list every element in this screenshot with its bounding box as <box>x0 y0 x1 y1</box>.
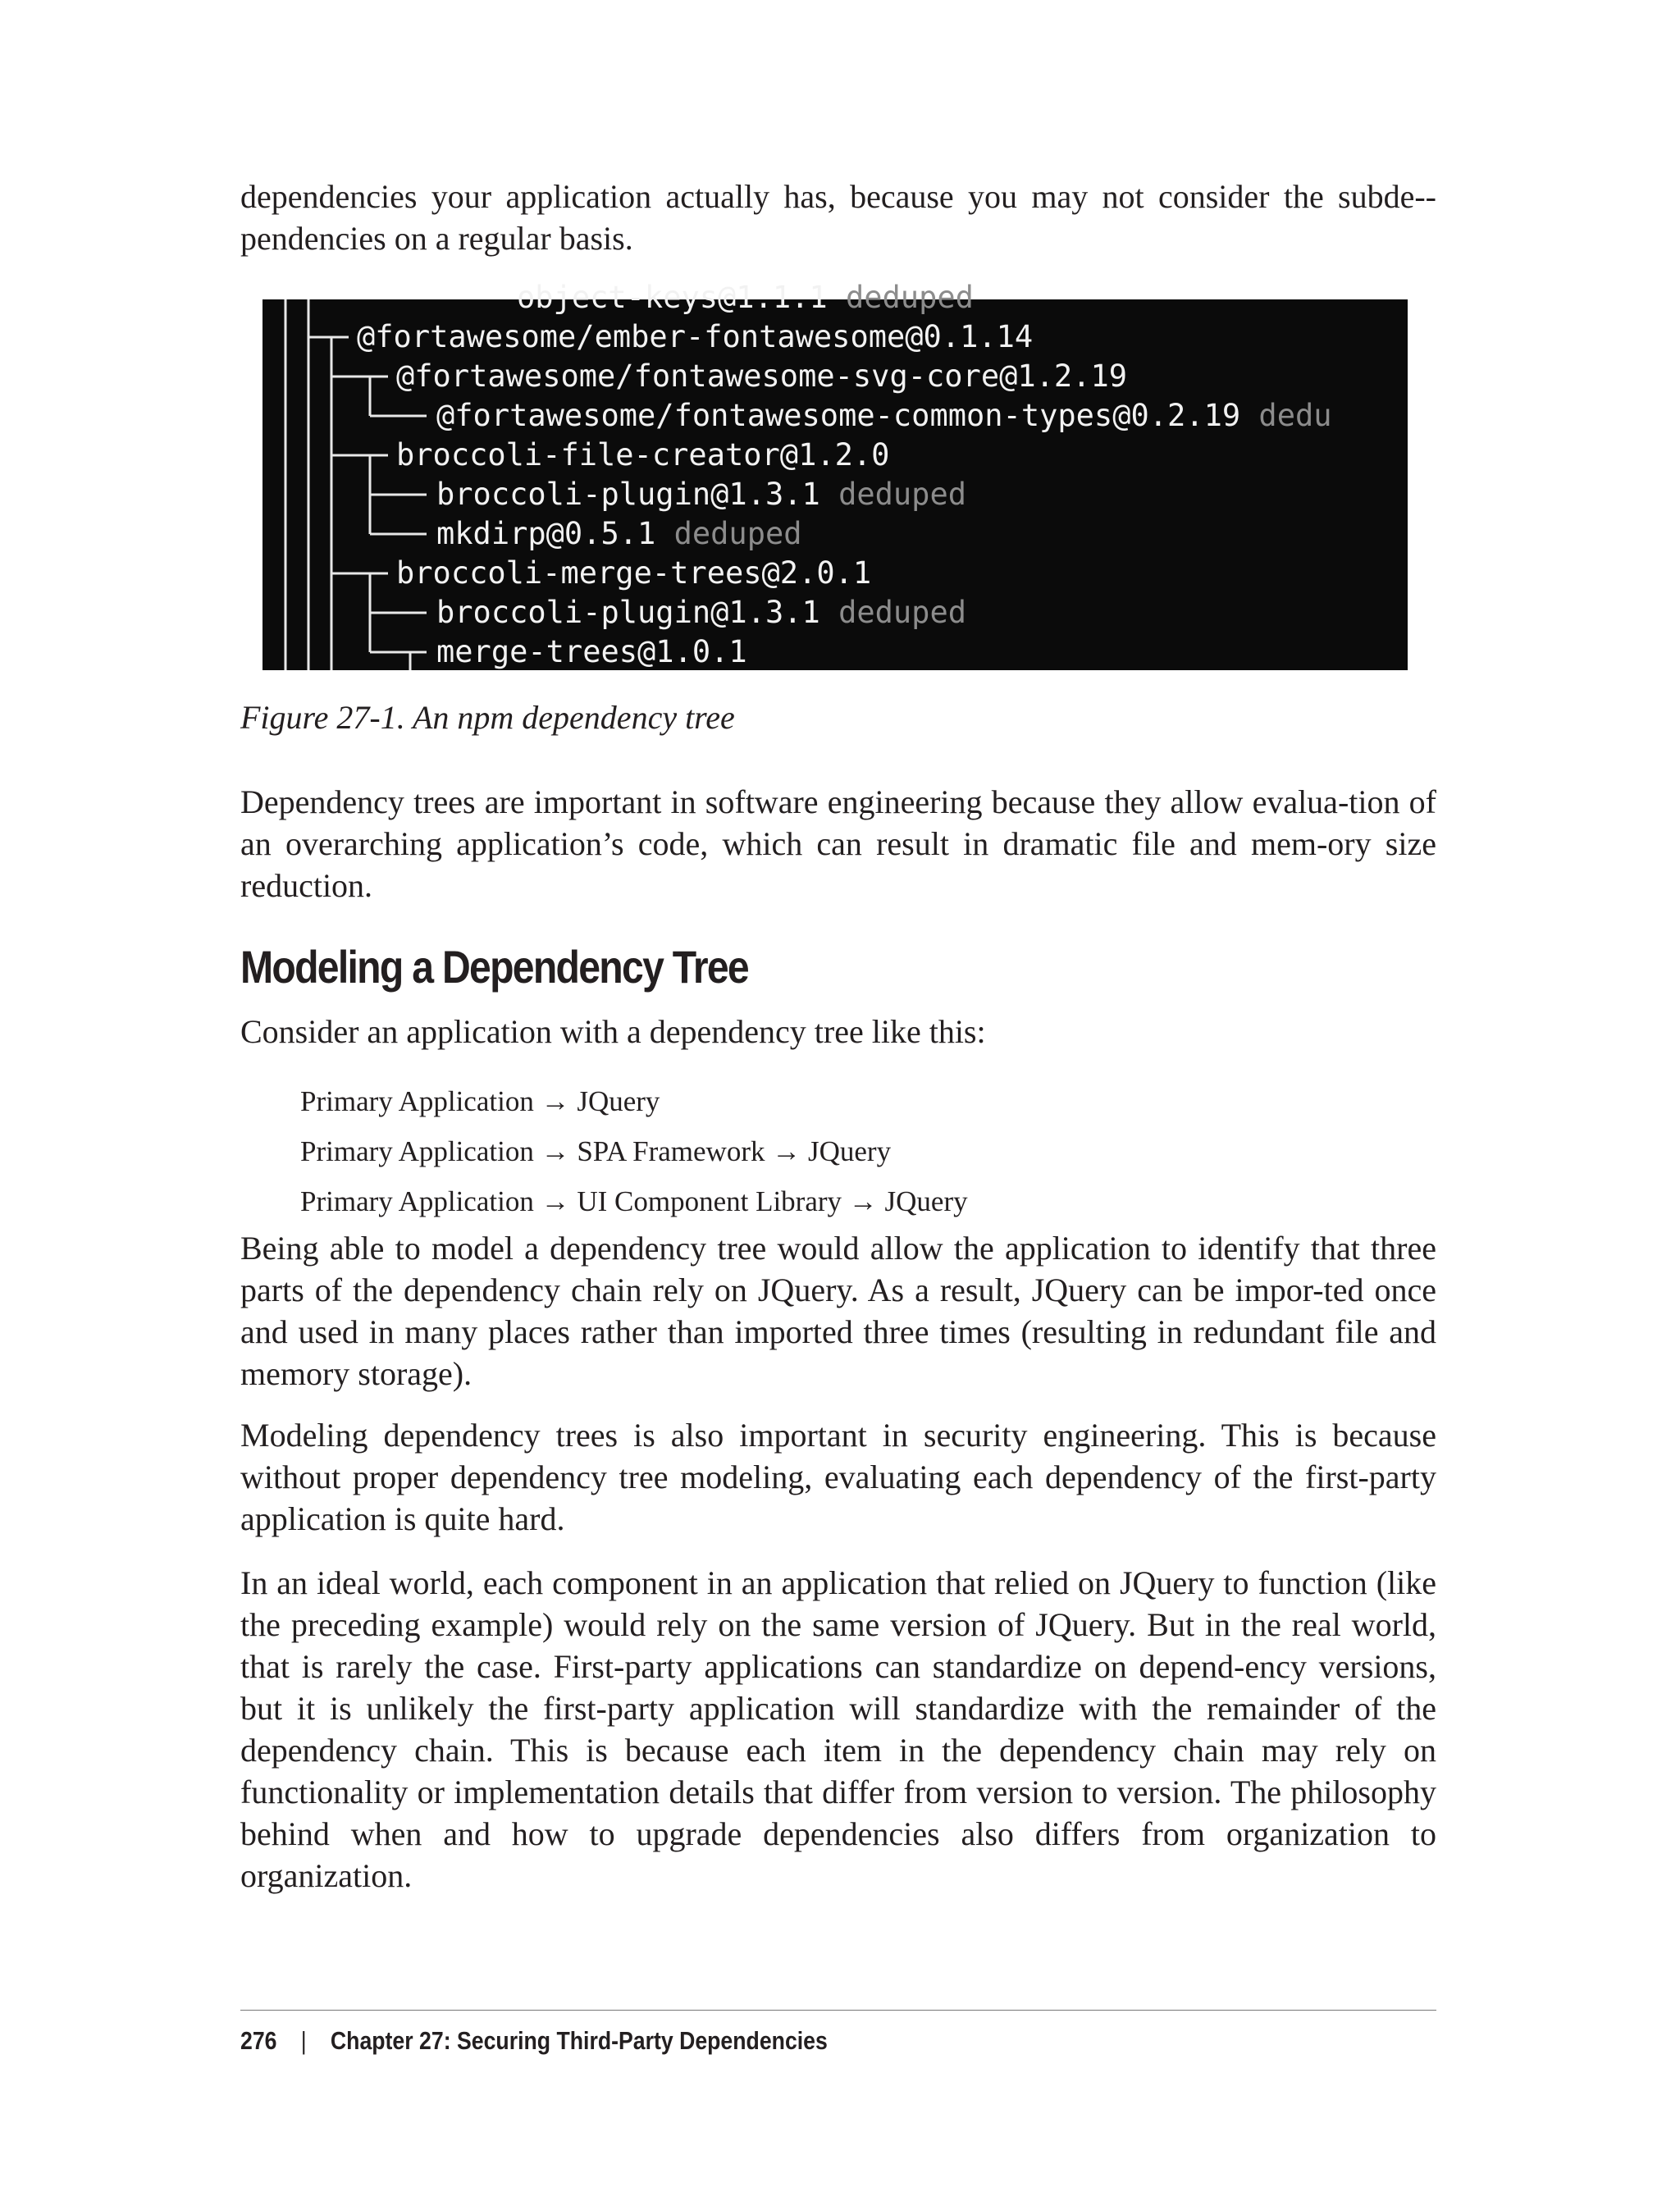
intro-paragraph: dependencies your application actually has, because you may not consider the subde-pendencies on a regular basis. <box>240 178 1436 257</box>
dependency-chain-item: Primary Application → SPA Framework → JQuery <box>300 1135 892 1167</box>
terminal-line-4: broccoli-file-creator@1.2.0 <box>396 437 890 472</box>
page-number: 276 <box>240 2026 277 2055</box>
footer-separator: | <box>300 2026 307 2055</box>
terminal-line-9: merge-trees@1.0.1 <box>436 634 747 669</box>
section-heading: Modeling a Dependency Tree <box>240 941 748 993</box>
trees-paragraph: Dependency trees are important in software engineering because they allow evalua-tion of an overarching application’s code, which can result in dramatic file and mem-ory size reduction. <box>240 783 1436 904</box>
terminal-line-2: @fortawesome/fontawesome-svg-core@1.2.19 <box>396 358 1128 394</box>
terminal-line-6: mkdirp@0.5.1 deduped <box>436 516 802 551</box>
dependency-chain-item: Primary Application → JQuery <box>300 1085 660 1117</box>
terminal-line-8: broccoli-plugin@1.3.1 deduped <box>436 595 967 630</box>
model-paragraph: Being able to model a dependency tree would allow the application to identify that three parts of the dependency chain rely on JQuery. As a result, JQuery can be impor-ted once and used in many places rather than imported three times (resulting in redundant file and memory storage). <box>240 1230 1436 1392</box>
terminal-line-0: object-keys@1.1.1 deduped <box>517 280 974 315</box>
dependency-chain-item: Primary Application → UI Component Library → JQuery <box>300 1185 968 1217</box>
dependency-tree-figure <box>262 280 1408 670</box>
footer-divider <box>240 2010 1436 2011</box>
figure-caption: Figure 27-1. An npm dependency tree <box>240 699 735 736</box>
chapter-title: Chapter 27: Securing Third-Party Dependencies <box>330 2026 828 2055</box>
terminal-line-3: @fortawesome/fontawesome-common-types@0.2.19 dedu <box>436 398 1332 433</box>
security-paragraph: Modeling dependency trees is also important in security engineering. This is because without proper dependency tree modeling, evaluating each dependency of the first-party application is quite hard. <box>240 1417 1436 1537</box>
page-footer <box>240 2025 828 2057</box>
consider-paragraph: Consider an application with a dependency tree like this: <box>240 1013 986 1050</box>
terminal-line-1: @fortawesome/ember-fontawesome@0.1.14 <box>357 319 1034 354</box>
dependency-chain-list <box>300 1076 968 1226</box>
terminal-line-7: broccoli-merge-trees@2.0.1 <box>396 555 872 591</box>
terminal-line-5: broccoli-plugin@1.3.1 deduped <box>436 477 967 512</box>
ideal-world-paragraph: In an ideal world, each component in an application that relied on JQuery to function (like the preceding example) would rely on the same version of JQuery. But in the real world, that is rarely the case. First-party applications can standardize on depend-ency versions, but it is unlikely the first-party application will standardize with the remainder of the dependency chain. This is because each item in the dependency chain may rely on functionality or implementation details that differ from version to version. The philosophy behind when and how to upgrade dependencies also differs from organization to organization. <box>240 1564 1436 1894</box>
